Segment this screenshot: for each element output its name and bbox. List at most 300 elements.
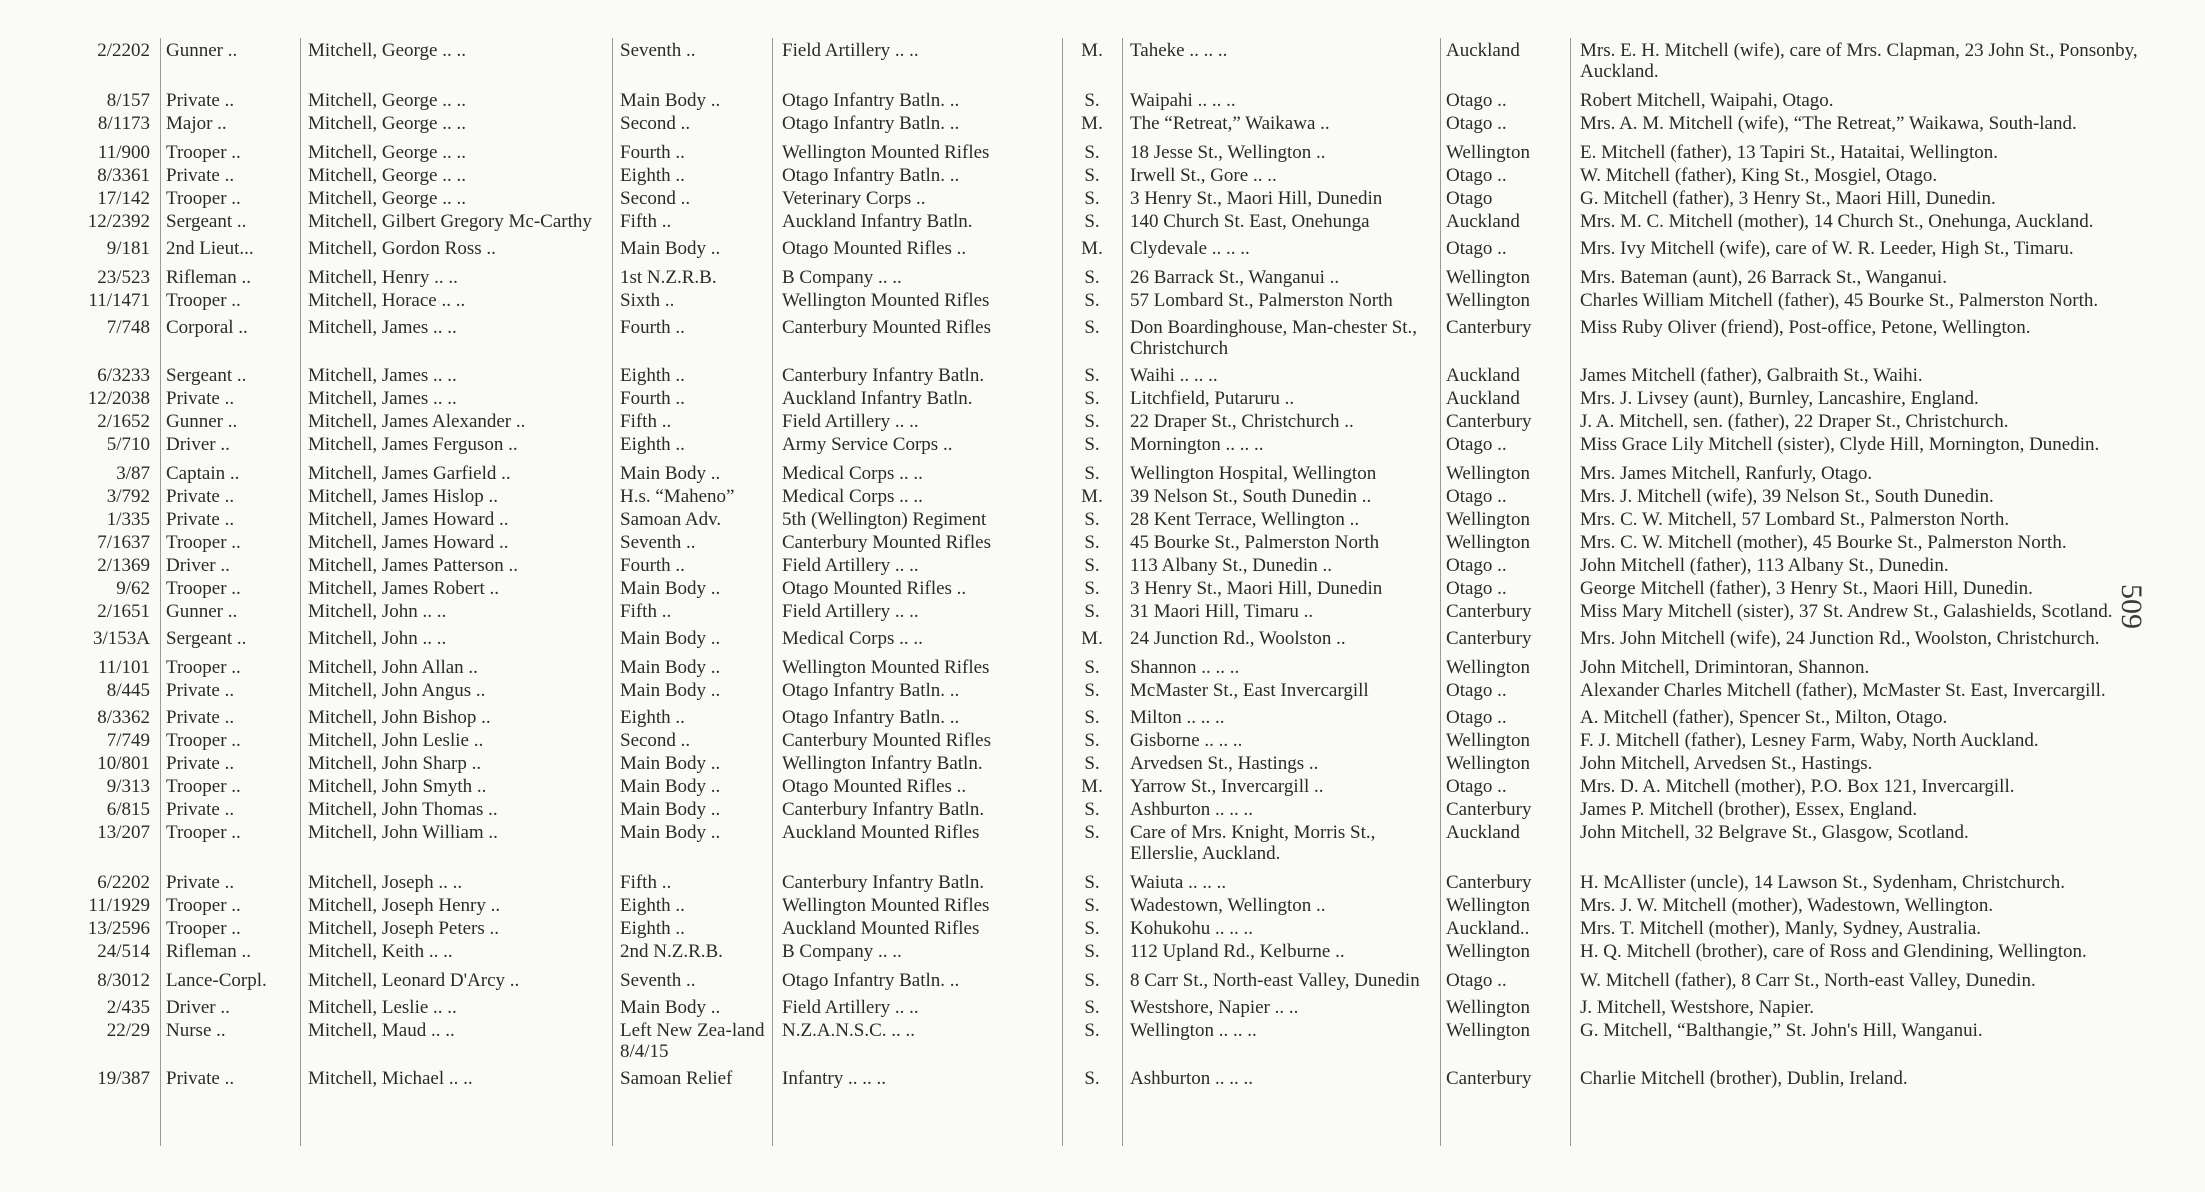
next-of-kin: George Mitchell (father), 3 Henry St., Maori Hill, Dunedin.	[1580, 578, 2033, 599]
district: Auckland	[1446, 388, 1520, 409]
next-of-kin: J. A. Mitchell, sen. (father), 22 Draper St., Christchurch.	[1580, 411, 2009, 432]
last-address: 26 Barrack St., Wanganui ..	[1130, 267, 1340, 288]
table-row	[60, 1066, 2140, 1089]
draft: Sixth ..	[620, 290, 675, 311]
district: Auckland	[1446, 365, 1520, 386]
marital-status: M.	[1081, 113, 1103, 134]
unit: Canterbury Mounted Rifles	[782, 730, 991, 751]
district: Wellington	[1446, 267, 1530, 288]
draft: Fifth ..	[620, 411, 672, 432]
district: Wellington	[1446, 941, 1530, 962]
district: Otago ..	[1446, 486, 1507, 507]
district: Wellington	[1446, 532, 1530, 553]
next-of-kin: Miss Mary Mitchell (sister), 37 St. Andrew St., Galashields, Scotland.	[1580, 601, 2113, 622]
last-address: Irwell St., Gore .. ..	[1130, 165, 1277, 186]
unit: Wellington Mounted Rifles	[782, 290, 990, 311]
unit: Otago Infantry Batln. ..	[782, 165, 960, 186]
rank: Trooper ..	[166, 822, 241, 843]
regimental-number: 1/335	[106, 509, 150, 530]
next-of-kin: F. J. Mitchell (father), Lesney Farm, Waby, North Auckland.	[1580, 730, 2039, 751]
district: Otago ..	[1446, 970, 1507, 991]
district: Otago ..	[1446, 238, 1507, 259]
regimental-number: 8/1173	[97, 113, 150, 134]
unit: Army Service Corps ..	[782, 434, 953, 455]
last-address: 3 Henry St., Maori Hill, Dunedin	[1130, 188, 1383, 209]
unit: Otago Mounted Rifles ..	[782, 238, 967, 259]
rank: Captain ..	[166, 463, 240, 484]
district: Otago ..	[1446, 776, 1507, 797]
regimental-number: 7/1637	[97, 532, 150, 553]
last-address: 8 Carr St., North-east Valley, Dunedin	[1130, 970, 1420, 991]
rank: Sergeant ..	[166, 211, 247, 232]
draft: Fourth ..	[620, 142, 685, 163]
district: Wellington	[1446, 753, 1530, 774]
marital-status: S.	[1084, 895, 1100, 916]
regimental-number: 11/900	[97, 142, 150, 163]
draft: Seventh ..	[620, 970, 696, 991]
unit: N.Z.A.N.S.C. .. ..	[782, 1020, 916, 1041]
regimental-number: 8/3361	[97, 165, 150, 186]
last-address: Waiuta .. .. ..	[1130, 872, 1227, 893]
regimental-number: 7/749	[106, 730, 150, 751]
unit: Auckland Infantry Batln.	[782, 211, 973, 232]
unit: Otago Infantry Batln. ..	[782, 680, 960, 701]
marital-status: S.	[1084, 1068, 1100, 1089]
marital-status: S.	[1084, 188, 1100, 209]
last-address: Shannon .. .. ..	[1130, 657, 1240, 678]
last-address: McMaster St., East Invercargill	[1130, 680, 1369, 701]
unit: Otago Mounted Rifles ..	[782, 578, 967, 599]
district: Wellington	[1446, 657, 1530, 678]
next-of-kin: Miss Ruby Oliver (friend), Post-office, Petone, Wellington.	[1580, 317, 2031, 338]
rank: Trooper ..	[166, 895, 241, 916]
rank: Gunner ..	[166, 40, 238, 61]
last-address: Clydevale .. .. ..	[1130, 238, 1250, 259]
regimental-number: 5/710	[106, 434, 150, 455]
marital-status: M.	[1081, 40, 1103, 61]
regimental-number: 8/3362	[97, 707, 150, 728]
rank: Trooper ..	[166, 657, 241, 678]
regimental-number: 19/387	[97, 1068, 150, 1089]
next-of-kin: John Mitchell, Drimintoran, Shannon.	[1580, 657, 1870, 678]
unit: Otago Infantry Batln. ..	[782, 90, 960, 111]
table-row	[60, 38, 2140, 82]
draft: Fifth ..	[620, 872, 672, 893]
unit: Canterbury Infantry Batln.	[782, 799, 985, 820]
next-of-kin: W. Mitchell (father), 8 Carr St., North-east Valley, Dunedin.	[1580, 970, 2036, 991]
table-row	[60, 599, 2140, 622]
draft: Main Body ..	[620, 90, 721, 111]
rank: Private ..	[166, 509, 235, 530]
next-of-kin: Miss Grace Lily Mitchell (sister), Clyde Hill, Mornington, Dunedin.	[1580, 434, 2100, 455]
regimental-number: 6/815	[106, 799, 150, 820]
soldier-name: Mitchell, James Ferguson ..	[308, 434, 518, 455]
marital-status: S.	[1084, 509, 1100, 530]
district: Auckland	[1446, 822, 1520, 843]
soldier-name: Mitchell, James Robert ..	[308, 578, 500, 599]
soldier-name: Mitchell, John Allan ..	[308, 657, 478, 678]
table-row	[60, 655, 2140, 678]
district: Canterbury	[1446, 411, 1532, 432]
draft: Eighth ..	[620, 365, 685, 386]
next-of-kin: John Mitchell, 32 Belgrave St., Glasgow, Scotland.	[1580, 822, 1969, 843]
soldier-name: Mitchell, Michael .. ..	[308, 1068, 473, 1089]
draft: Eighth ..	[620, 165, 685, 186]
draft: 2nd N.Z.R.B.	[620, 941, 723, 962]
regimental-number: 11/1471	[88, 290, 150, 311]
next-of-kin: Mrs. Ivy Mitchell (wife), care of W. R. Leeder, High St., Timaru.	[1580, 238, 2074, 259]
unit: Field Artillery .. ..	[782, 601, 919, 622]
rank: Trooper ..	[166, 776, 241, 797]
last-address: 39 Nelson St., South Dunedin ..	[1130, 486, 1372, 507]
soldier-name: Mitchell, John Bishop ..	[308, 707, 491, 728]
regimental-number: 6/3233	[97, 365, 150, 386]
unit: Field Artillery .. ..	[782, 997, 919, 1018]
rank: Private ..	[166, 1068, 235, 1089]
regimental-number: 3/153A	[93, 628, 150, 649]
marital-status: S.	[1084, 822, 1100, 843]
district: Auckland	[1446, 211, 1520, 232]
table-row	[60, 797, 2140, 820]
last-address: 31 Maori Hill, Timaru ..	[1130, 601, 1314, 622]
regimental-number: 8/445	[106, 680, 150, 701]
last-address: Litchfield, Putaruru ..	[1130, 388, 1295, 409]
regimental-number: 13/2596	[87, 918, 150, 939]
unit: Medical Corps .. ..	[782, 463, 923, 484]
table-row	[60, 678, 2140, 701]
last-address: Care of Mrs. Knight, Morris St., Ellerslie, Auckland.	[1130, 822, 1376, 864]
last-address: Kohukohu .. .. ..	[1130, 918, 1253, 939]
next-of-kin: A. Mitchell (father), Spencer St., Milton, Otago.	[1580, 707, 1948, 728]
marital-status: S.	[1084, 290, 1100, 311]
soldier-name: Mitchell, Leonard D'Arcy ..	[308, 970, 520, 991]
marital-status: S.	[1084, 730, 1100, 751]
draft: Second ..	[620, 188, 691, 209]
rank: Major ..	[166, 113, 227, 134]
table-row	[60, 626, 2140, 649]
next-of-kin: Mrs. Bateman (aunt), 26 Barrack St., Wanganui.	[1580, 267, 1947, 288]
soldier-name: Mitchell, James Patterson ..	[308, 555, 519, 576]
marital-status: S.	[1084, 463, 1100, 484]
table-row	[60, 751, 2140, 774]
last-address: 3 Henry St., Maori Hill, Dunedin	[1130, 578, 1383, 599]
district: Otago ..	[1446, 113, 1507, 134]
marital-status: S.	[1084, 532, 1100, 553]
next-of-kin: J. Mitchell, Westshore, Napier.	[1580, 997, 1814, 1018]
unit: Canterbury Infantry Batln.	[782, 872, 985, 893]
table-row	[60, 507, 2140, 530]
unit: Infantry .. .. ..	[782, 1068, 886, 1089]
draft: Main Body ..	[620, 578, 721, 599]
last-address: The “Retreat,” Waikawa ..	[1130, 113, 1330, 134]
last-address: 22 Draper St., Christchurch ..	[1130, 411, 1354, 432]
draft: Fourth ..	[620, 317, 685, 338]
draft: Seventh ..	[620, 40, 696, 61]
district: Otago ..	[1446, 90, 1507, 111]
regimental-number: 8/157	[106, 90, 150, 111]
next-of-kin: John Mitchell (father), 113 Albany St., Dunedin.	[1580, 555, 1949, 576]
last-address: 140 Church St. East, Onehunga	[1130, 211, 1370, 232]
soldier-name: Mitchell, George .. ..	[308, 40, 466, 61]
rank: Private ..	[166, 799, 235, 820]
marital-status: S.	[1084, 970, 1100, 991]
soldier-name: Mitchell, John Angus ..	[308, 680, 486, 701]
soldier-name: Mitchell, John Sharp ..	[308, 753, 482, 774]
draft: Main Body ..	[620, 680, 721, 701]
regimental-number: 13/207	[97, 822, 150, 843]
draft: Eighth ..	[620, 434, 685, 455]
marital-status: S.	[1084, 388, 1100, 409]
unit: Otago Mounted Rifles ..	[782, 776, 967, 797]
marital-status: S.	[1084, 90, 1100, 111]
district: Auckland..	[1446, 918, 1530, 939]
unit: Field Artillery .. ..	[782, 555, 919, 576]
regimental-number: 22/29	[106, 1020, 150, 1041]
table-row	[60, 88, 2140, 111]
unit: Wellington Infantry Batln.	[782, 753, 983, 774]
marital-status: S.	[1084, 753, 1100, 774]
rank: Sergeant ..	[166, 628, 247, 649]
last-address: 24 Junction Rd., Woolston ..	[1130, 628, 1346, 649]
last-address: Don Boardinghouse, Man-chester St., Christchurch	[1130, 317, 1418, 359]
district: Otago ..	[1446, 165, 1507, 186]
unit: Wellington Mounted Rifles	[782, 657, 990, 678]
district: Wellington	[1446, 142, 1530, 163]
unit: Canterbury Mounted Rifles	[782, 532, 991, 553]
table-row	[60, 1018, 2140, 1062]
marital-status: M.	[1081, 628, 1103, 649]
draft: Samoan Adv.	[620, 509, 722, 530]
table-row	[60, 774, 2140, 797]
table-row	[60, 576, 2140, 599]
draft: Main Body ..	[620, 997, 721, 1018]
table-row	[60, 705, 2140, 728]
next-of-kin: E. Mitchell (father), 13 Tapiri St., Hataitai, Wellington.	[1580, 142, 1999, 163]
rank: Sergeant ..	[166, 365, 247, 386]
soldier-name: Mitchell, George .. ..	[308, 188, 466, 209]
rank: Private ..	[166, 90, 235, 111]
next-of-kin: James P. Mitchell (brother), Essex, England.	[1580, 799, 1918, 820]
district: Wellington	[1446, 997, 1530, 1018]
district: Otago ..	[1446, 555, 1507, 576]
soldier-name: Mitchell, James Howard ..	[308, 532, 509, 553]
regimental-number: 2/2202	[97, 40, 150, 61]
marital-status: S.	[1084, 997, 1100, 1018]
marital-status: M.	[1081, 776, 1103, 797]
unit: Veterinary Corps ..	[782, 188, 926, 209]
soldier-name: Mitchell, James Alexander ..	[308, 411, 526, 432]
draft: Eighth ..	[620, 707, 685, 728]
table-row	[60, 820, 2140, 864]
district: Otago ..	[1446, 578, 1507, 599]
draft: Main Body ..	[620, 799, 721, 820]
district: Wellington	[1446, 1020, 1530, 1041]
soldier-name: Mitchell, James Hislop ..	[308, 486, 498, 507]
unit: Auckland Mounted Rifles	[782, 918, 980, 939]
rank: Private ..	[166, 753, 235, 774]
draft: Second ..	[620, 113, 691, 134]
rank: Nurse ..	[166, 1020, 226, 1041]
last-address: Wellington .. .. ..	[1130, 1020, 1257, 1041]
last-address: Wellington Hospital, Wellington	[1130, 463, 1377, 484]
marital-status: S.	[1084, 1020, 1100, 1041]
last-address: Waipahi .. .. ..	[1130, 90, 1236, 111]
marital-status: S.	[1084, 680, 1100, 701]
last-address: Gisborne .. .. ..	[1130, 730, 1243, 751]
table-row	[60, 484, 2140, 507]
soldier-name: Mitchell, James .. ..	[308, 365, 457, 386]
regimental-number: 8/3012	[97, 970, 150, 991]
table-row	[60, 409, 2140, 432]
rank: Gunner ..	[166, 601, 238, 622]
rank: Private ..	[166, 486, 235, 507]
regimental-number: 24/514	[97, 941, 150, 962]
last-address: Taheke .. .. ..	[1130, 40, 1228, 61]
soldier-name: Mitchell, James Garfield ..	[308, 463, 511, 484]
rank: Driver ..	[166, 434, 230, 455]
marital-status: S.	[1084, 657, 1100, 678]
soldier-name: Mitchell, John Leslie ..	[308, 730, 484, 751]
draft: Main Body ..	[620, 238, 721, 259]
next-of-kin: G. Mitchell, “Balthangie,” St. John's Hill, Wanganui.	[1580, 1020, 1983, 1041]
regimental-number: 7/748	[106, 317, 150, 338]
unit: Otago Infantry Batln. ..	[782, 970, 960, 991]
draft: Seventh ..	[620, 532, 696, 553]
soldier-name: Mitchell, John Smyth ..	[308, 776, 487, 797]
table-row	[60, 553, 2140, 576]
rank: Private ..	[166, 872, 235, 893]
last-address: Ashburton .. .. ..	[1130, 799, 1253, 820]
district: Canterbury	[1446, 872, 1532, 893]
table-row	[60, 386, 2140, 409]
draft: Eighth ..	[620, 895, 685, 916]
marital-status: S.	[1084, 211, 1100, 232]
rank: Private ..	[166, 707, 235, 728]
last-address: 113 Albany St., Dunedin ..	[1130, 555, 1332, 576]
last-address: 18 Jesse St., Wellington ..	[1130, 142, 1326, 163]
table-row	[60, 209, 2140, 232]
soldier-name: Mitchell, George .. ..	[308, 90, 466, 111]
unit: Canterbury Infantry Batln.	[782, 365, 985, 386]
rank: Lance-Corpl.	[166, 970, 267, 991]
soldier-name: Mitchell, Keith .. ..	[308, 941, 453, 962]
soldier-name: Mitchell, James Howard ..	[308, 509, 509, 530]
marital-status: S.	[1084, 317, 1100, 338]
next-of-kin: W. Mitchell (father), King St., Mosgiel, Otago.	[1580, 165, 1938, 186]
table-row	[60, 236, 2140, 259]
marital-status: S.	[1084, 411, 1100, 432]
marital-status: S.	[1084, 555, 1100, 576]
table-row	[60, 530, 2140, 553]
page-number: 509	[2115, 584, 2148, 629]
marital-status: S.	[1084, 941, 1100, 962]
last-address: 28 Kent Terrace, Wellington ..	[1130, 509, 1360, 530]
table-row	[60, 315, 2140, 359]
draft: Second ..	[620, 730, 691, 751]
next-of-kin: Robert Mitchell, Waipahi, Otago.	[1580, 90, 1834, 111]
regimental-number: 11/101	[97, 657, 150, 678]
district: Wellington	[1446, 730, 1530, 751]
rank: Trooper ..	[166, 532, 241, 553]
marital-status: S.	[1084, 707, 1100, 728]
unit: Otago Infantry Batln. ..	[782, 113, 960, 134]
soldier-name: Mitchell, George .. ..	[308, 165, 466, 186]
regimental-number: 2/1369	[97, 555, 150, 576]
draft: Main Body ..	[620, 822, 721, 843]
table-row	[60, 968, 2140, 991]
table-row	[60, 995, 2140, 1018]
next-of-kin: Mrs. C. W. Mitchell, 57 Lombard St., Palmerston North.	[1580, 509, 2010, 530]
table-row	[60, 265, 2140, 288]
table-row	[60, 363, 2140, 386]
last-address: Mornington .. .. ..	[1130, 434, 1264, 455]
rank: Trooper ..	[166, 188, 241, 209]
draft: Fifth ..	[620, 211, 672, 232]
next-of-kin: Mrs. M. C. Mitchell (mother), 14 Church St., Onehunga, Auckland.	[1580, 211, 2094, 232]
rank: Rifleman ..	[166, 941, 251, 962]
next-of-kin: Mrs. J. Mitchell (wife), 39 Nelson St., South Dunedin.	[1580, 486, 1994, 507]
next-of-kin: Mrs. C. W. Mitchell (mother), 45 Bourke St., Palmerston North.	[1580, 532, 2067, 553]
district: Canterbury	[1446, 799, 1532, 820]
district: Otago ..	[1446, 434, 1507, 455]
rank: Trooper ..	[166, 290, 241, 311]
draft: H.s. “Maheno”	[620, 486, 735, 507]
next-of-kin: Mrs. A. M. Mitchell (wife), “The Retreat,” Waikawa, South-land.	[1580, 113, 2077, 134]
table-row	[60, 432, 2140, 455]
soldier-name: Mitchell, John .. ..	[308, 628, 447, 649]
draft: Main Body ..	[620, 657, 721, 678]
last-address: Ashburton .. .. ..	[1130, 1068, 1253, 1089]
rank: Trooper ..	[166, 578, 241, 599]
marital-status: M.	[1081, 238, 1103, 259]
last-address: Westshore, Napier .. ..	[1130, 997, 1299, 1018]
next-of-kin: Mrs. D. A. Mitchell (mother), P.O. Box 121, Invercargill.	[1580, 776, 2015, 797]
marital-status: S.	[1084, 165, 1100, 186]
table-row	[60, 728, 2140, 751]
soldier-name: Mitchell, James .. ..	[308, 388, 457, 409]
soldier-name: Mitchell, Leslie .. ..	[308, 997, 457, 1018]
rank: Trooper ..	[166, 730, 241, 751]
draft: Fourth ..	[620, 555, 685, 576]
marital-status: S.	[1084, 267, 1100, 288]
next-of-kin: Mrs. J. Livsey (aunt), Burnley, Lancashire, England.	[1580, 388, 1979, 409]
rank: Corporal ..	[166, 317, 248, 338]
district: Canterbury	[1446, 1068, 1532, 1089]
regimental-number: 3/87	[116, 463, 150, 484]
regimental-number: 9/313	[106, 776, 150, 797]
soldier-name: Mitchell, Gordon Ross ..	[308, 238, 496, 259]
last-address: Wadestown, Wellington ..	[1130, 895, 1326, 916]
regimental-number: 3/792	[106, 486, 150, 507]
regimental-number: 2/1652	[97, 411, 150, 432]
regimental-number: 11/1929	[88, 895, 150, 916]
table-row	[60, 186, 2140, 209]
marital-status: S.	[1084, 578, 1100, 599]
draft: Main Body ..	[620, 776, 721, 797]
table-row	[60, 163, 2140, 186]
regimental-number: 2/435	[106, 997, 150, 1018]
district: Wellington	[1446, 463, 1530, 484]
unit: Medical Corps .. ..	[782, 486, 923, 507]
soldier-name: Mitchell, Joseph Peters ..	[308, 918, 500, 939]
soldier-name: Mitchell, John Thomas ..	[308, 799, 498, 820]
district: Wellington	[1446, 509, 1530, 530]
draft: Main Body ..	[620, 753, 721, 774]
next-of-kin: Mrs. T. Mitchell (mother), Manly, Sydney, Australia.	[1580, 918, 1982, 939]
rank: 2nd Lieut...	[166, 238, 254, 259]
soldier-name: Mitchell, John .. ..	[308, 601, 447, 622]
marital-status: S.	[1084, 799, 1100, 820]
